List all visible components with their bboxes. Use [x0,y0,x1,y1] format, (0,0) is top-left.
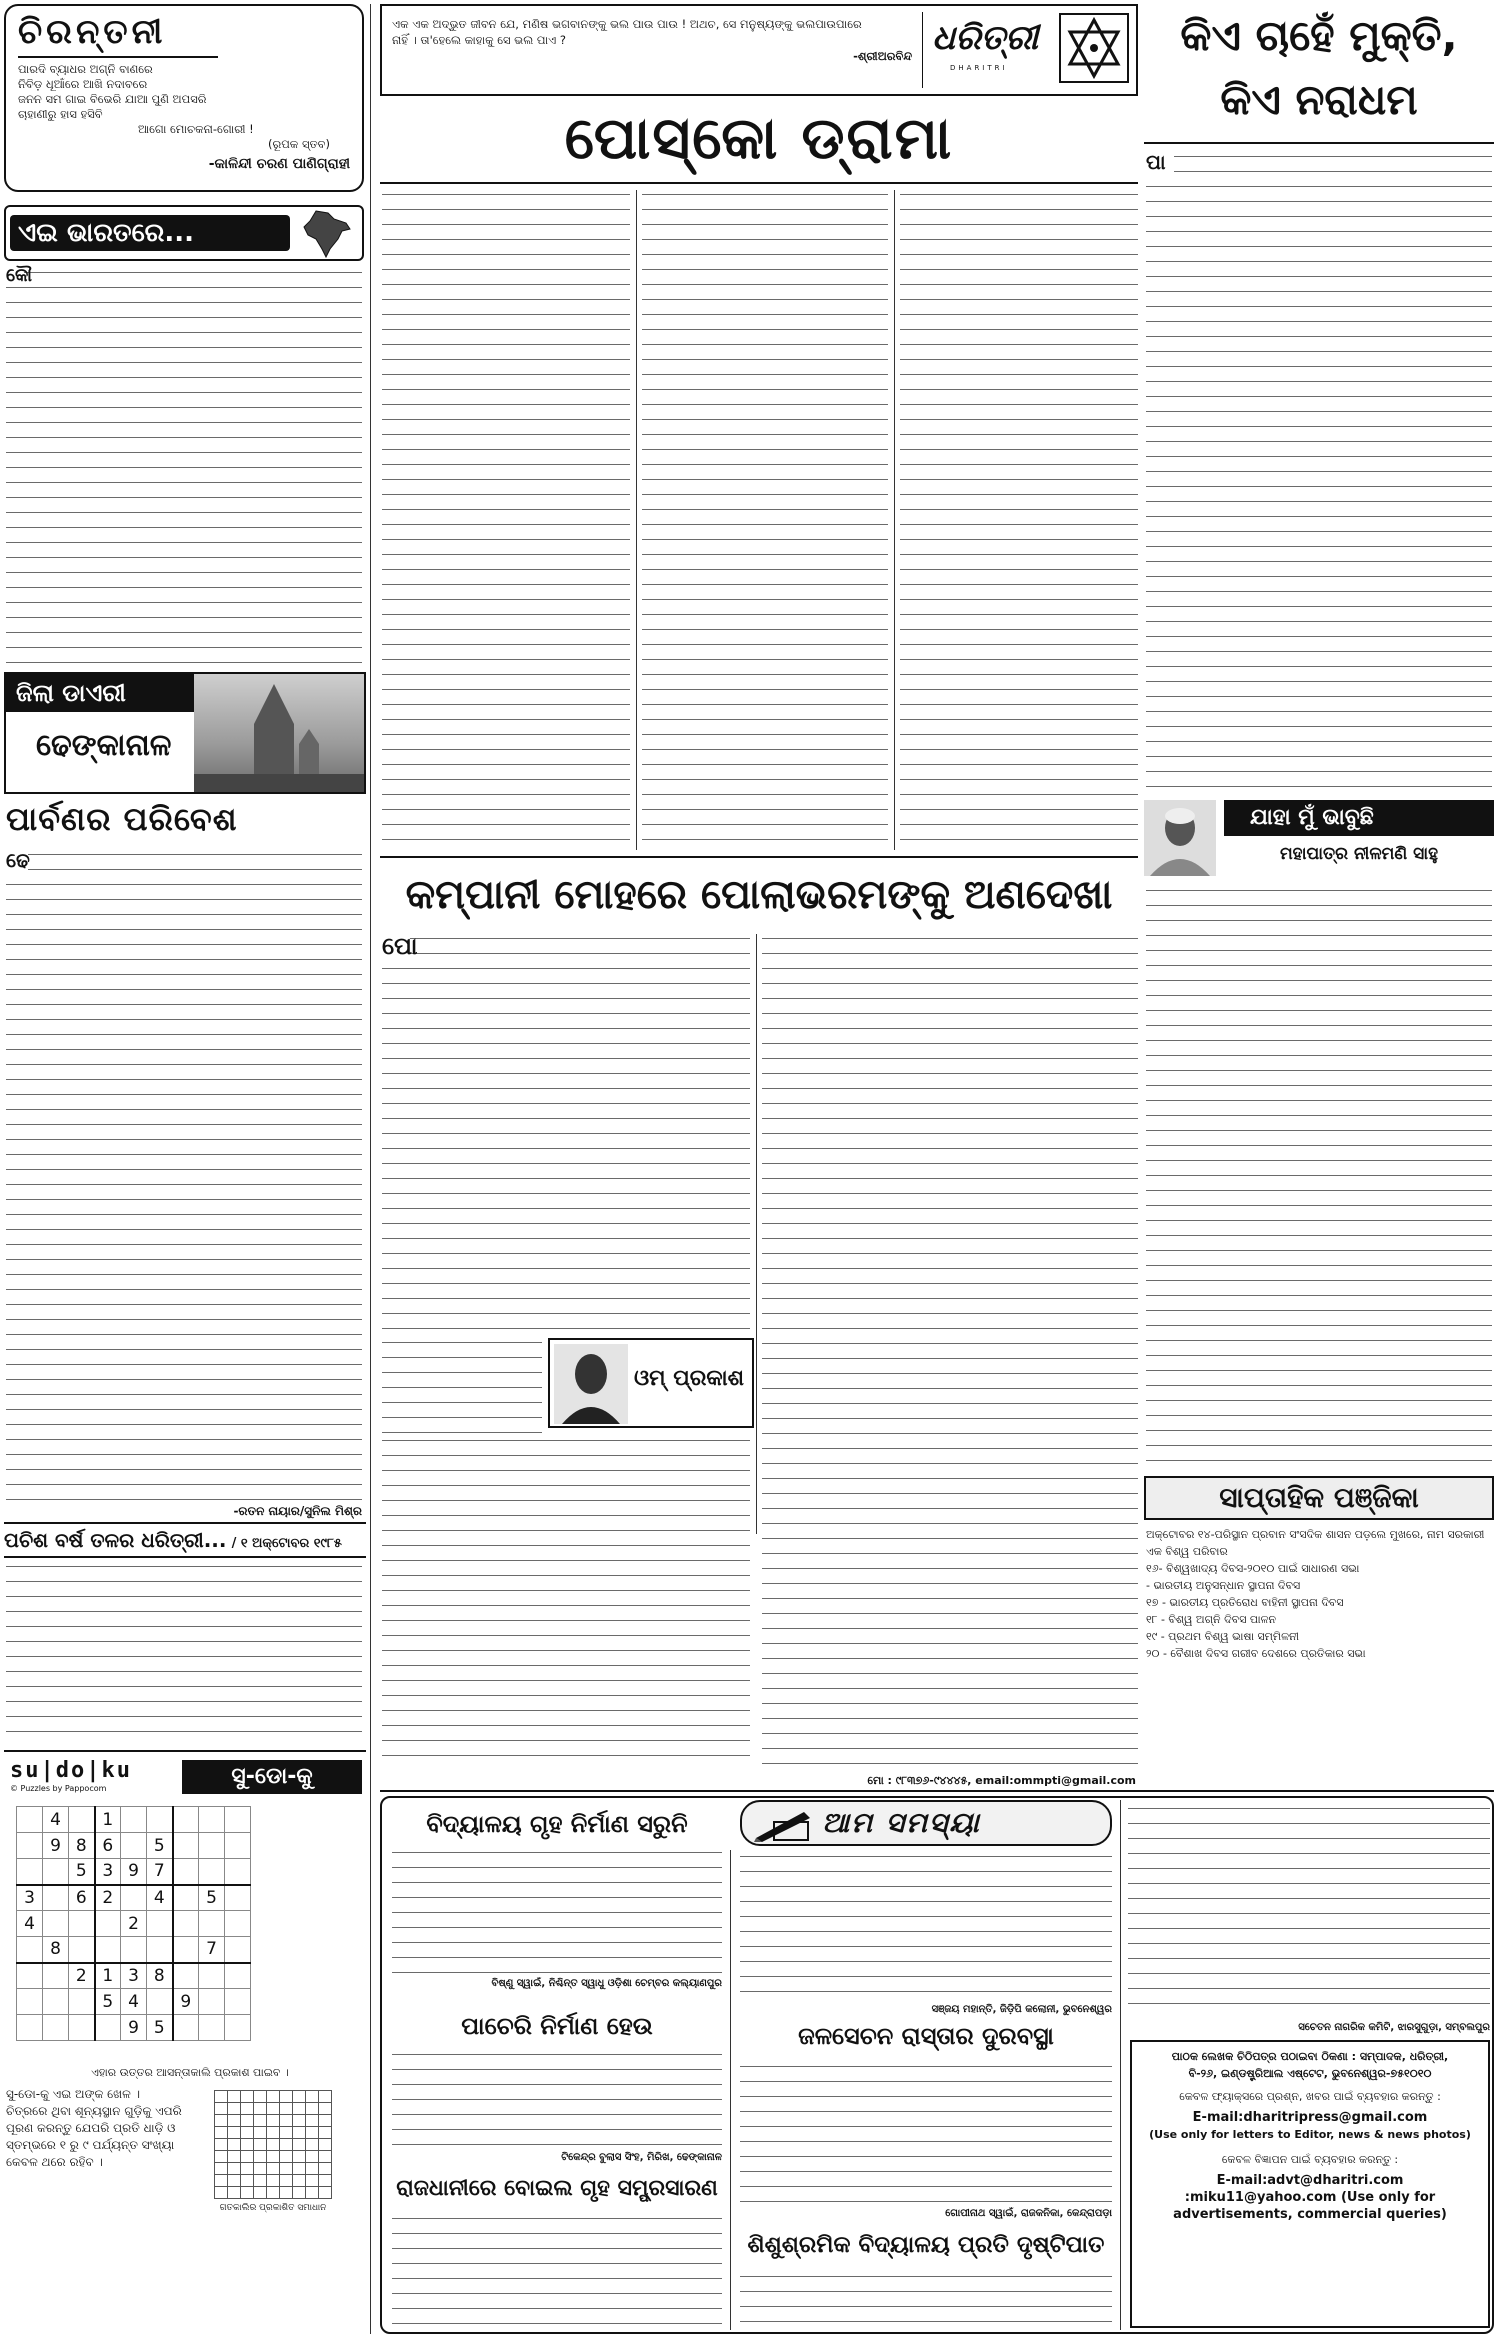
sudoku-cell[interactable] [173,1807,199,1833]
sudoku-cell[interactable] [147,1807,173,1833]
sudoku-cell[interactable] [225,1807,251,1833]
sudoku-cell[interactable]: 2 [95,1885,121,1911]
answer-cell [306,2187,319,2199]
sudoku-how-to [6,2086,206,2171]
poem-line: ଆଗୋ ମୋଚକନା-ଗୋରୀ ! [138,122,254,136]
yaha-text [1146,886,1492,1474]
ama-samasya-title: ଆମ ସମସ୍ୟା [822,1806,981,1839]
sudoku-cell[interactable] [121,1885,147,1911]
sudoku-cell[interactable] [225,1989,251,2015]
answer-cell [293,2115,306,2127]
sudoku-cell[interactable] [173,1937,199,1963]
saptahik-list [1146,1526,1492,1662]
answer-cell [228,2115,241,2127]
answer-cell [319,2115,332,2127]
sudoku-cell[interactable]: 4 [43,1807,69,1833]
answer-cell [254,2151,267,2163]
sudoku-cell[interactable] [17,1833,43,1859]
om-prakash-contact: ମୋ : ୯୮୩୭୬-୯୪୪୪୫, email:ommpti@gmail.com [867,1774,1136,1787]
sudoku-cell[interactable] [17,1989,43,2015]
answer-cell [280,2163,293,2175]
answer-cell [241,2115,254,2127]
jalasechan-title: ଜଳସେଚନ ରାସ୍ତାର ଦୁରବସ୍ଥା [798,2022,1054,2050]
answer-cell [228,2127,241,2139]
rajdhani-text [392,2214,722,2324]
shishu-title: ଶିଶୁଶ୍ରମିକ ବିଦ୍ୟାଳୟ ପ୍ରତି ଦୃଷ୍ଟିପାତ [747,2232,1105,2258]
quote-author: -ଶ୍ରୀଅରବିନ୍ଦ [853,49,912,63]
zilla-diary [4,672,366,794]
pachere-title: ପାଚେରି ନିର୍ମାଣ ହେଉ [461,2012,653,2040]
ei-bharat-label: ଏଇ ଭାରତରେ... [10,215,290,251]
answer-cell [306,2115,319,2127]
sudoku-answer-caption: ଗତକାଲିର ପ୍ରକାଶିତ ସମାଧାନ [219,2203,327,2213]
posco-col-1 [382,190,630,850]
posco-col-3 [900,190,1138,850]
sudoku-cell[interactable] [43,1989,69,2015]
sudoku-cell[interactable] [17,1859,43,1885]
sudoku-cell[interactable] [173,1859,199,1885]
sudoku-answer [214,2090,332,2213]
sudoku-cell[interactable] [199,1859,225,1885]
vidyalaya-sig: ବିଷ୍ଣୁ ସ୍ୱାଇଁ, ନିଶ୍ଚିନ୍ତ ସ୍ୱାଧୁ ଓଡ଼ିଶା ଚେମ୍ବର କଲ୍ୟାଣପୁର [491,1978,722,1989]
sudoku-cell[interactable] [147,1937,173,1963]
sudoku-cell[interactable]: 9 [43,1833,69,1859]
saptahik-item: ଅକ୍ଟୋବର ୧୪-ପରିସ୍ଥାନ ପ୍ରବାନ ସଂସଦିକ ଶାସନ ପଡ଼ଲେ ମୁଖରେ, ନାମ ସରକାରୀ ଏକ ବିଶ୍ୱ ପରିବାର [1146,1528,1485,1558]
sudoku-cell[interactable] [147,1989,173,2015]
answer-cell [280,2151,293,2163]
answer-cell [267,2175,280,2187]
poem-box [4,4,364,192]
answer-cell [241,2091,254,2103]
answer-cell [293,2151,306,2163]
answer-cell [280,2127,293,2139]
poem-line: ଜନନ ସମ ଗାଇ ବିଭେରି ଯାଆ ପୁଣି ଅପସରି [18,92,207,106]
second-headline: କମ୍ପାନୀ ମୋହରେ ପୋଲାଭରମଙ୍କୁ ଅଣଦେଖା [405,872,1113,918]
pachis-text [6,1562,362,1738]
poem-line: (ରୂପକ ସ୍ତବ) [268,137,330,151]
sudoku-cell[interactable]: 8 [43,1937,69,1963]
sudoku-cell[interactable]: 5 [69,1859,95,1885]
answer-cell [306,2139,319,2151]
polavaram-col-2 [762,934,1138,1770]
answer-cell [293,2175,306,2187]
answer-cell [254,2115,267,2127]
answer-cell [254,2139,267,2151]
sudoku-how-title: ସୁ-ଡୋ-କୁ ଏଇ ଅଙ୍କ ଖେଳ । [6,2087,140,2101]
answer-cell [293,2103,306,2115]
answer-cell [228,2091,241,2103]
samasya-text-1 [740,1852,1112,2002]
sudoku-cell[interactable]: 5 [199,1885,225,1911]
answer-cell [293,2127,306,2139]
saptahik-item: ୧୮ - ବିଶ୍ୱ ଅଗ୍ନି ଦିବସ ପାଳନ [1146,1613,1277,1626]
temple-photo [194,674,364,792]
sudoku-cell[interactable] [199,1989,225,2015]
answer-cell [228,2103,241,2115]
quote-line-2: ନାହିଁ । ତା'ହେଲେ କାହାକୁ ସେ ଭଲ ପାଏ ? [392,33,566,47]
sudoku-cell[interactable] [17,1937,43,1963]
answer-cell [267,2091,280,2103]
sudoku-cell[interactable] [199,1833,225,1859]
vidyalaya-title: ବିଦ୍ୟାଳୟ ଗୃହ ନିର୍ମାଣ ସରୁନି [426,1810,688,1838]
answer-cell [215,2091,228,2103]
right-bottom-text [1128,1804,1490,2018]
answer-cell [215,2187,228,2199]
quote-box [380,4,1138,96]
answer-cell [319,2103,332,2115]
sudoku-credit: © Puzzles by Pappocom [10,1784,107,1793]
mukti-dropcap: ପା [1146,150,1174,172]
ei-bharat-dropcap: କୌ [6,265,32,286]
answer-cell [319,2139,332,2151]
sudoku-cell[interactable]: 5 [95,1989,121,2015]
answer-cell [228,2139,241,2151]
answer-cell [241,2103,254,2115]
answer-cell [228,2151,241,2163]
quote-line-1: ଏକ ଏକ ଅଦ୍ଭୁତ ଜୀବନ ଯେ, ମଣିଷ ଭଗବାନଙ୍କୁ ଭଲ ପାଉ ପାଉ ! ଅଥଚ, ସେ ମନୁଷ୍ୟଙ୍କୁ ଭଲପାଉପାରେ [392,17,862,31]
sudoku-cell[interactable] [17,1963,43,1989]
answer-cell [241,2139,254,2151]
sudoku-cell[interactable] [43,1859,69,1885]
masthead-logo[interactable]: ଧରିତ୍ରୀ [932,18,1039,58]
answer-cell [215,2127,228,2139]
answer-cell [319,2127,332,2139]
mukti-text [1146,152,1492,792]
sudoku-cell[interactable]: 6 [69,1885,95,1911]
sudoku-cell[interactable]: 2 [121,1911,147,1937]
answer-cell [228,2187,241,2199]
sudoku-cell[interactable] [173,2015,199,2041]
answer-cell [306,2163,319,2175]
sudoku-cell[interactable] [173,1963,199,1989]
sudoku-note: ଏହାର ଉତ୍ତର ଆସନ୍ତାକାଲି ପ୍ରକାଶ ପାଇବ । [91,2066,289,2079]
answer-cell [254,2091,267,2103]
sudoku-cell[interactable] [69,1807,95,1833]
answer-cell [215,2175,228,2187]
answer-cell [293,2091,306,2103]
sudoku-cell[interactable] [95,1911,121,1937]
pachere-sig: ଟିକେନ୍ଦ୍ର ବୁଲାସ ସିଂହ, ମିରିଖ, ଢେଙ୍କାନାଳ [561,2152,722,2163]
pachere-text [392,2050,722,2150]
sudoku-cell[interactable] [17,2015,43,2041]
answer-cell [241,2175,254,2187]
om-prakash-box [548,1338,754,1428]
sudoku-cell[interactable]: 9 [121,1859,147,1885]
sudoku-cell[interactable] [199,2015,225,2041]
sudoku-cell[interactable]: 2 [69,1963,95,1989]
answer-cell [267,2163,280,2175]
yaha-label: ଯାହା ମୁଁ ଭାବୁଛି [1224,800,1494,836]
contact-line-4: କେବଳ ବିଜ୍ଞାପନ ପାଇଁ ବ୍ୟବହାର କରନ୍ତୁ : [1221,2153,1399,2166]
answer-cell [306,2103,319,2115]
sudoku-cell[interactable]: 5 [147,1833,173,1859]
sudoku-cell[interactable] [121,1833,147,1859]
pachis-header [4,1522,366,1558]
answer-cell [306,2091,319,2103]
sudoku-cell[interactable]: 6 [95,1833,121,1859]
sudoku-title: ସୁ-ଡୋ-କୁ [182,1760,362,1794]
answer-cell [241,2127,254,2139]
answer-cell [254,2103,267,2115]
main-headline: ପୋସ୍କୋ ଡ୍ରାମା [564,104,954,172]
sudoku-cell[interactable] [17,1807,43,1833]
sudoku-cell[interactable] [121,1937,147,1963]
answer-cell [254,2175,267,2187]
pachis-title: ପଚିଶ ବର୍ଷ ତଳର ଧରିତ୍ରୀ... [4,1528,227,1552]
sudoku-cell[interactable] [173,1885,199,1911]
poem-title: ଚିରନ୍ତନୀ [18,12,218,58]
answer-cell [280,2187,293,2199]
polavaram-dropcap: ପୋ [382,932,418,960]
poem-line: ପାରଦି ବ୍ୟାଧର ଅଗ୍ନି ବାଣରେ [18,62,153,76]
sudoku-header [4,1758,366,1798]
parbana-text [6,850,362,1500]
sudoku-cell[interactable] [199,1807,225,1833]
answer-cell [319,2091,332,2103]
polavaram-col-1c [382,1436,750,1770]
right-headline-box [1144,4,1494,144]
sudoku-cell[interactable] [69,1937,95,1963]
answer-cell [280,2175,293,2187]
contact-email-3[interactable]: :miku11@yahoo.com (Use only for [1184,2190,1436,2205]
answer-cell [306,2151,319,2163]
answer-cell [293,2187,306,2199]
jalasechan-text [740,2062,1112,2206]
zilla-name: ଢେଙ୍କାନାଳ [36,728,172,763]
answer-cell [241,2151,254,2163]
sudoku-how-text: ଚିତ୍ରରେ ଥିବା ଶୂନ୍ୟସ୍ଥାନ ଗୁଡ଼ିକୁ ଏପରି ପୂରଣ କରନ୍ତୁ ଯେପରି ପ୍ରତି ଧାଡ଼ି ଓ ସ୍ତମ୍ଭରେ ୧ ରୁ ୯ ପର୍ଯ୍ୟନ୍ତ ସଂଖ୍ୟା କେବଳ ଥରେ ରହିବ । [6,2104,182,2169]
shishu-text [740,2272,1112,2328]
sudoku-cell[interactable] [69,1989,95,2015]
sudoku-cell[interactable]: 3 [17,1885,43,1911]
sudoku-cell[interactable] [43,2015,69,2041]
sudoku-cell[interactable]: 1 [95,1807,121,1833]
vidyalaya-text [392,1848,722,1974]
answer-cell [215,2151,228,2163]
right-headline-line-1: କିଏ ଚାହେଁ ମୁକ୍ତି, [1180,11,1458,60]
sudoku-cell[interactable] [95,1937,121,1963]
sudoku-cell[interactable]: 7 [199,1937,225,1963]
sudoku-cell[interactable] [225,1885,251,1911]
answer-cell [306,2127,319,2139]
polavaram-col-1b [382,1338,542,1434]
sudoku-cell[interactable] [225,1963,251,1989]
answer-cell [267,2187,280,2199]
saptahik-title: ସାପ୍ତାହିକ ପଞ୍ଜିକା [1144,1476,1494,1520]
sudoku-cell[interactable]: 4 [121,1989,147,2015]
answer-cell [293,2163,306,2175]
sudoku-grid[interactable] [16,1806,251,2041]
answer-cell [319,2175,332,2187]
sudoku-cell[interactable] [199,1963,225,1989]
sudoku-cell[interactable] [199,1911,225,1937]
sudoku-cell[interactable]: 3 [95,1859,121,1885]
contact-box [1130,2040,1490,2328]
answer-cell [241,2187,254,2199]
sudoku-cell[interactable] [225,1937,251,1963]
contact-line-1: ପାଠକ ଲେଖକ ଚିଠିପତ୍ର ପଠାଇବା ଠିକଣା : ସମ୍ପାଦକ, ଧରିତ୍ରୀ, [1171,2050,1449,2063]
answer-cell [267,2103,280,2115]
poem-author: -କାଳିନ୍ଦୀ ଚରଣ ପାଣିଗ୍ରାହୀ [208,156,350,172]
answer-cell [280,2091,293,2103]
masthead-sublabel: DHARITRI [950,64,1008,72]
sudoku-cell[interactable] [95,2015,121,2041]
sudoku-grid-wrap [16,1806,251,2041]
answer-cell [306,2175,319,2187]
contact-email-3-note: advertisements, commercial queries) [1173,2207,1447,2222]
sudoku-cell[interactable] [121,1807,147,1833]
parbana-title: ପାର୍ବଣର ପରିବେଶ [6,800,238,838]
polavaram-col-1 [382,934,750,1334]
answer-cell [254,2127,267,2139]
sudoku-cell[interactable] [173,1833,199,1859]
poem-line: ନିବିଡ଼ ଧୂଆଁରେ ଆଖି ନଦାବରେ [18,77,148,91]
sudoku-cell[interactable] [173,1911,199,1937]
answer-cell [215,2139,228,2151]
poem-line: ଚାହାଣୀରୁ ହାସ ହସିବି [18,107,103,121]
answer-cell [215,2103,228,2115]
parbana-byline: -ରତନ ନାୟାର/ସୁନିଲ ମିଶ୍ର [233,1504,362,1518]
right-bottom-sig: ସଚେତନ ନାଗରିକ କମିଟି, ଝାରସୁଗୁଡ଼ା, ସମ୍ବଲପୁର [1298,2022,1490,2033]
sudoku-cell[interactable]: 8 [147,1963,173,1989]
sudoku-cell[interactable]: 5 [147,2015,173,2041]
sudoku-cell[interactable] [43,1963,69,1989]
sudoku-cell[interactable]: 9 [121,2015,147,2041]
pachis-date: / ୧ ଅକ୍ଟୋବର ୧୯୮୫ [231,1536,342,1551]
answer-cell [241,2163,254,2175]
sudoku-cell[interactable]: 3 [121,1963,147,1989]
sudoku-cell[interactable]: 4 [147,1885,173,1911]
yaha-photo [1144,800,1216,876]
saptahik-item: ୨୦ - ବୈଶାଖ ଦିବସ ଗରୀବ ଦେଶରେ ପ୍ରତିକାର ସଭା [1146,1647,1366,1660]
answer-cell [267,2115,280,2127]
right-headline-line-2: କିଏ ନରାଧମ [1220,75,1418,124]
sudoku-cell[interactable] [43,1885,69,1911]
answer-cell [254,2163,267,2175]
yaha-author: ମହାପାତ୍ର ନୀଳମଣି ସାହୁ [1279,844,1439,864]
answer-cell [293,2139,306,2151]
jalasechan-sig: ଗୋପୀନାଥ ସ୍ୱାଇଁ, ରାଜକନିକା, କେନ୍ଦ୍ରାପଡ଼ା [945,2208,1112,2219]
answer-cell [319,2187,332,2199]
answer-cell [319,2151,332,2163]
pen-icon [754,1808,814,1842]
answer-cell [280,2115,293,2127]
sudoku-logo: su|do|ku [10,1758,132,1783]
om-prakash-photo [554,1344,628,1424]
answer-cell [267,2151,280,2163]
ei-bharat-header [4,205,364,261]
answer-cell [228,2163,241,2175]
sudoku-cell[interactable]: 7 [147,1859,173,1885]
ei-bharat-text [6,268,362,663]
sudoku-cell[interactable] [225,1911,251,1937]
contact-line-2: ବି-୨୬, ଇଣ୍ଡଷ୍ଟ୍ରିଆଲ ଏଷ୍ଟେଟ, ଭୁବନେଶ୍ୱର-୭୫୧୦୧୦ [1188,2067,1432,2080]
contact-email-1[interactable]: E-mail:dharitripress@gmail.com [1192,2110,1428,2125]
posco-col-2 [642,190,888,850]
answer-cell [267,2127,280,2139]
answer-cell [254,2187,267,2199]
parbana-dropcap: ଢେ [6,848,30,872]
rajdhani-title: ରାଜଧାନୀରେ ବୋଇଲ ଗୃହ ସମ୍ପ୍ରସାରଣ [396,2176,718,2201]
saptahik-item: - ଭାରତୀୟ ଅନୁସନ୍ଧାନ ସ୍ଥାପନା ଦିବସ [1146,1579,1301,1592]
jalasechan-prev-sig: ସଞ୍ଜୟ ମହାନ୍ତି, ଜିଡ଼ିପି କଲୋନୀ, ଭୁବନେଶ୍ୱର [931,2004,1112,2015]
sudoku-answer-grid [214,2090,332,2199]
sudoku-cell[interactable] [225,1833,251,1859]
sudoku-cell[interactable] [69,1911,95,1937]
answer-cell [215,2115,228,2127]
answer-cell [280,2103,293,2115]
answer-cell [228,2175,241,2187]
saptahik-item: ୧୭ - ଭାରତୀୟ ପ୍ରତିରୋଧ ବାହିନୀ ସ୍ଥାପନା ଦିବସ [1146,1596,1344,1609]
sudoku-cell[interactable] [225,2015,251,2041]
ama-samasya-header [740,1800,1112,1846]
zilla-label: ଜିଲା ଡାଏରୀ [6,674,196,712]
yaha-box [1144,796,1494,880]
contact-email-1-note: (Use only for letters to Editor, news & news photos) [1149,2128,1471,2141]
star-logo-icon [1058,12,1130,84]
india-map-icon [298,209,354,259]
om-prakash-name: ଓମ୍ ପ୍ରକାଶ [634,1366,745,1391]
saptahik-item: ୧୯ - ପ୍ରଥମ ବିଶ୍ୱ ଭାଷା ସମ୍ମିଳନୀ [1146,1630,1300,1643]
answer-cell [215,2163,228,2175]
sudoku-cell[interactable]: 9 [173,1989,199,2015]
sudoku-cell[interactable]: 1 [95,1963,121,1989]
sudoku-cell[interactable] [225,1859,251,1885]
sudoku-cell[interactable]: 4 [17,1911,43,1937]
sudoku-cell[interactable] [43,1911,69,1937]
saptahik-item: ୧୬- ବିଶ୍ୱଖାଦ୍ୟ ଦିବସ-୨୦୧୦ ପାଇଁ ସାଧାରଣ ସଭା [1146,1562,1360,1575]
contact-email-2[interactable]: E-mail:advt@dharitri.com [1216,2173,1404,2188]
answer-cell [267,2139,280,2151]
sudoku-cell[interactable] [147,1911,173,1937]
sudoku-cell[interactable] [69,2015,95,2041]
contact-line-3: କେବଳ ଫ୍ୟାକ୍ସରେ ପ୍ରଶ୍ନ, ଖବର ପାଇଁ ବ୍ୟବହାର କରନ୍ତୁ : [1179,2090,1441,2103]
answer-cell [319,2163,332,2175]
answer-cell [280,2139,293,2151]
sudoku-cell[interactable]: 8 [69,1833,95,1859]
